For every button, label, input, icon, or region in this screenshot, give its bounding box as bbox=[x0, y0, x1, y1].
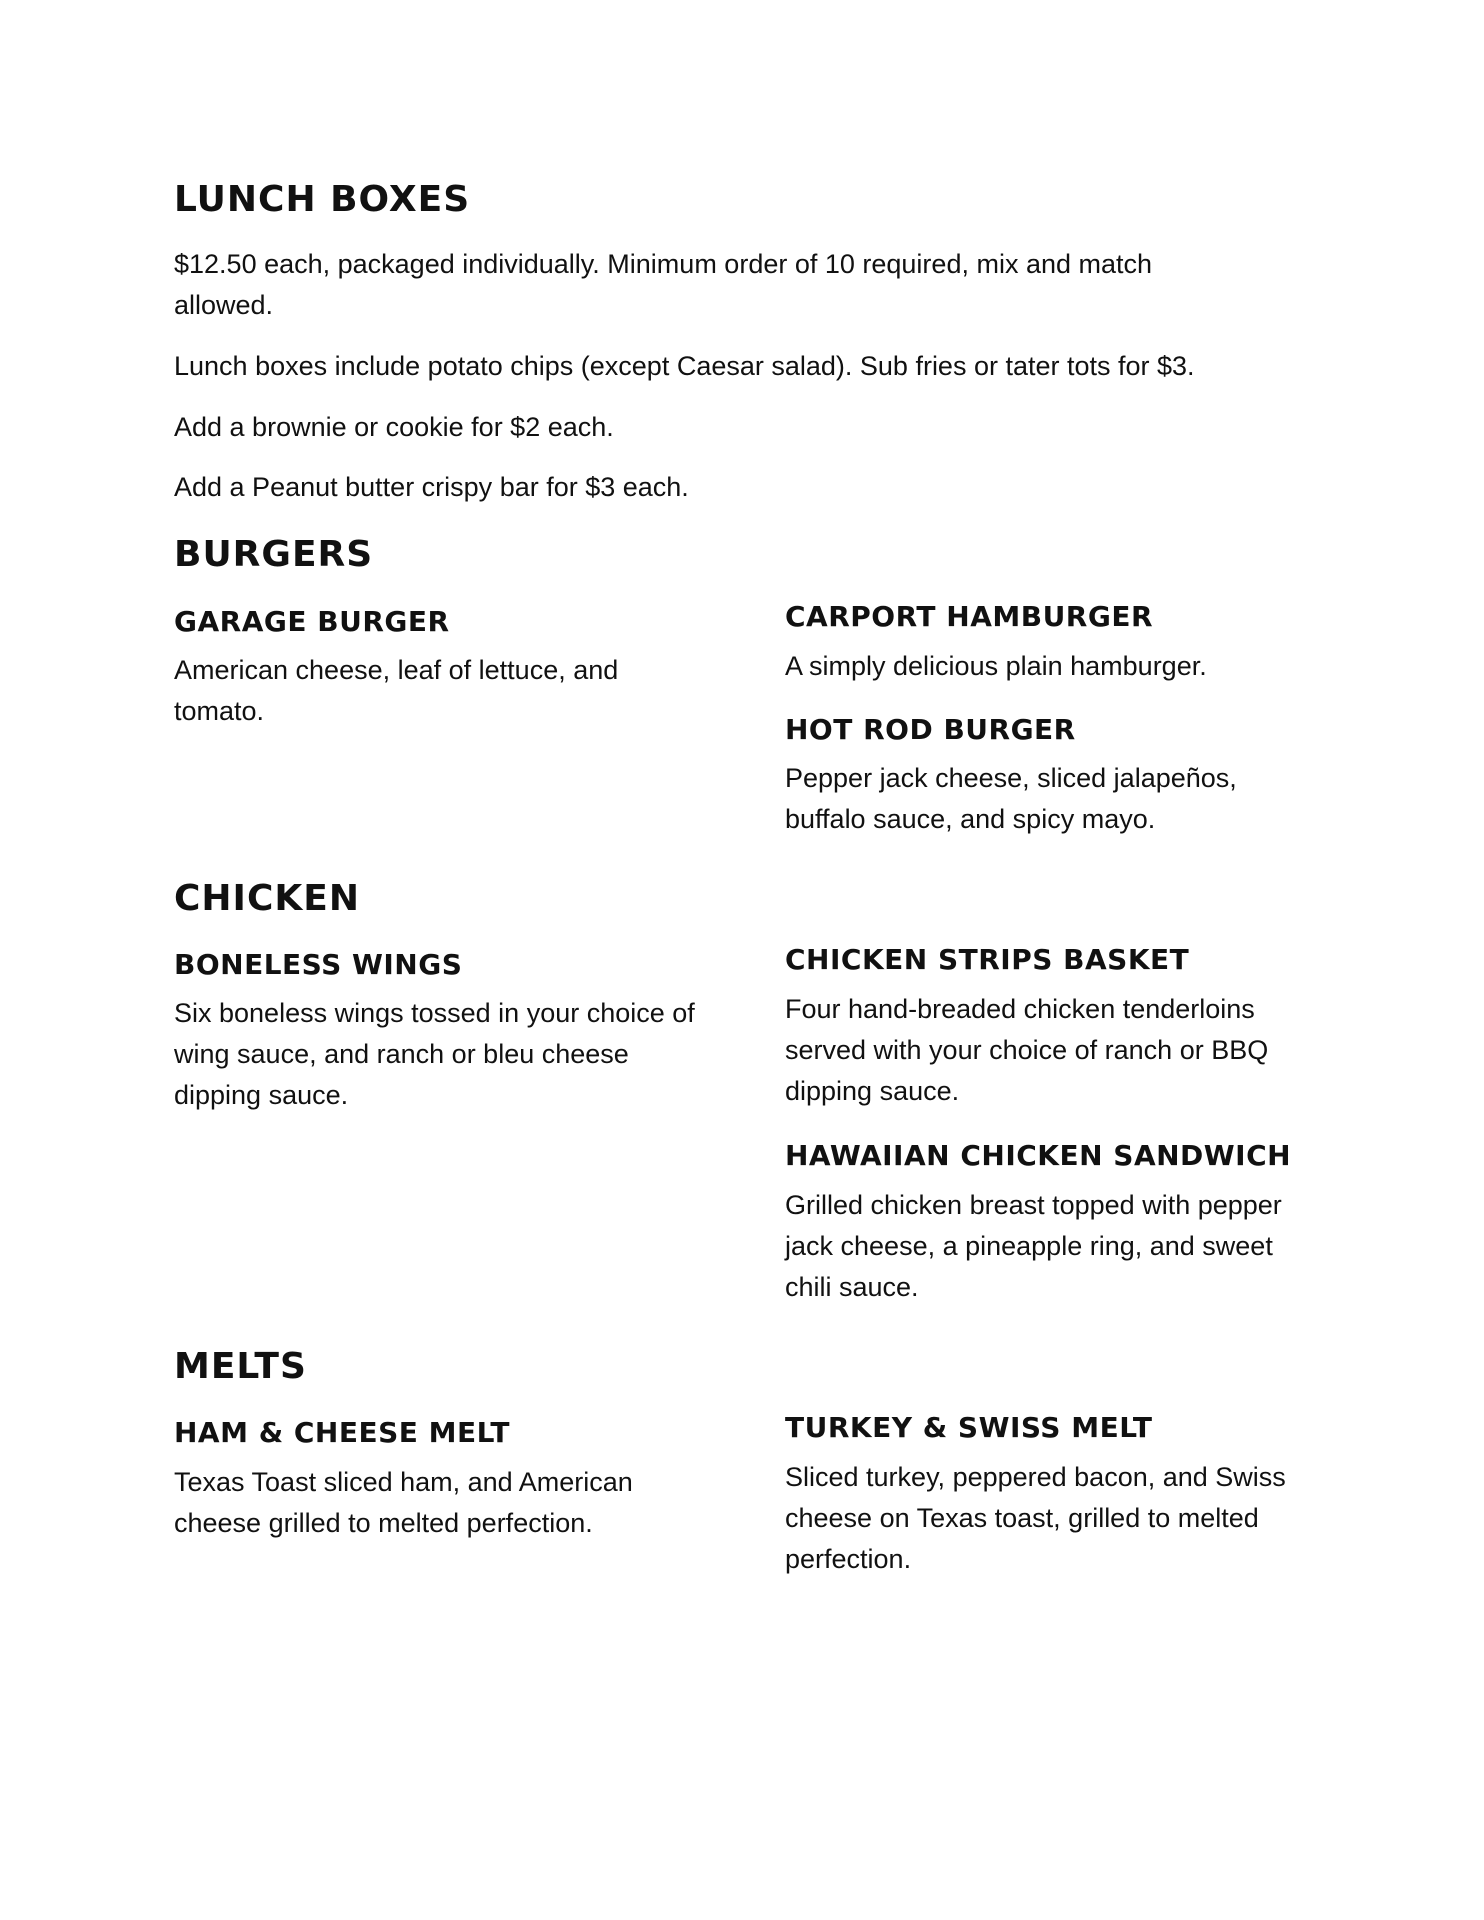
carport-hamburger-desc: A simply delicious plain hamburger. bbox=[785, 651, 1207, 681]
hot-rod-burger-name: HOT ROD BURGER bbox=[785, 713, 1076, 746]
hot-rod-burger-desc: Pepper jack cheese, sliced jalapeños, buffalo sauce, and spicy mayo. bbox=[785, 763, 1237, 834]
lunch-boxes-chips-text: Lunch boxes include potato chips (except Caesar salad). Sub fries or tater tots for $3. bbox=[174, 351, 1195, 381]
lunch-boxes-heading: LUNCH BOXES bbox=[174, 179, 471, 220]
ham-cheese-melt-name: HAM & CHEESE MELT bbox=[174, 1416, 510, 1449]
lunch-boxes-price-text: $12.50 each, packaged individually. Minimum order of 10 required, mix and match allowed. bbox=[174, 249, 1153, 320]
boneless-wings-desc: Six boneless wings tossed in your choice of wing sauce, and ranch or bleu cheese dipping sauce. bbox=[174, 998, 695, 1110]
melts-heading: MELTS bbox=[174, 1346, 307, 1387]
lunch-boxes-brownie-text: Add a brownie or cookie for $2 each. bbox=[174, 412, 614, 442]
garage-burger-desc: American cheese, leaf of lettuce, and tomato. bbox=[174, 655, 619, 726]
carport-hamburger-name: CARPORT HAMBURGER bbox=[785, 600, 1154, 633]
chicken-heading: CHICKEN bbox=[174, 878, 360, 919]
hawaiian-chicken-sandwich-name: HAWAIIAN CHICKEN SANDWICH bbox=[785, 1139, 1292, 1172]
turkey-swiss-melt-name: TURKEY & SWISS MELT bbox=[785, 1411, 1153, 1444]
ham-cheese-melt-desc: Texas Toast sliced ham, and American cheese grilled to melted perfection. bbox=[174, 1467, 633, 1538]
boneless-wings-name: BONELESS WINGS bbox=[174, 948, 463, 981]
lunch-boxes-crispy-bar-text: Add a Peanut butter crispy bar for $3 each. bbox=[174, 472, 689, 502]
turkey-swiss-melt-desc: Sliced turkey, peppered bacon, and Swiss cheese on Texas toast, grilled to melted perfection. bbox=[785, 1462, 1286, 1574]
garage-burger-name: GARAGE BURGER bbox=[174, 605, 450, 638]
chicken-strips-basket-name: CHICKEN STRIPS BASKET bbox=[785, 943, 1190, 976]
hawaiian-chicken-sandwich-desc: Grilled chicken breast topped with pepper jack cheese, a pineapple ring, and sweet chili sauce. bbox=[785, 1190, 1282, 1302]
burgers-heading: BURGERS bbox=[174, 534, 374, 575]
chicken-strips-basket-desc: Four hand-breaded chicken tenderloins served with your choice of ranch or BBQ dipping sauce. bbox=[785, 994, 1269, 1106]
